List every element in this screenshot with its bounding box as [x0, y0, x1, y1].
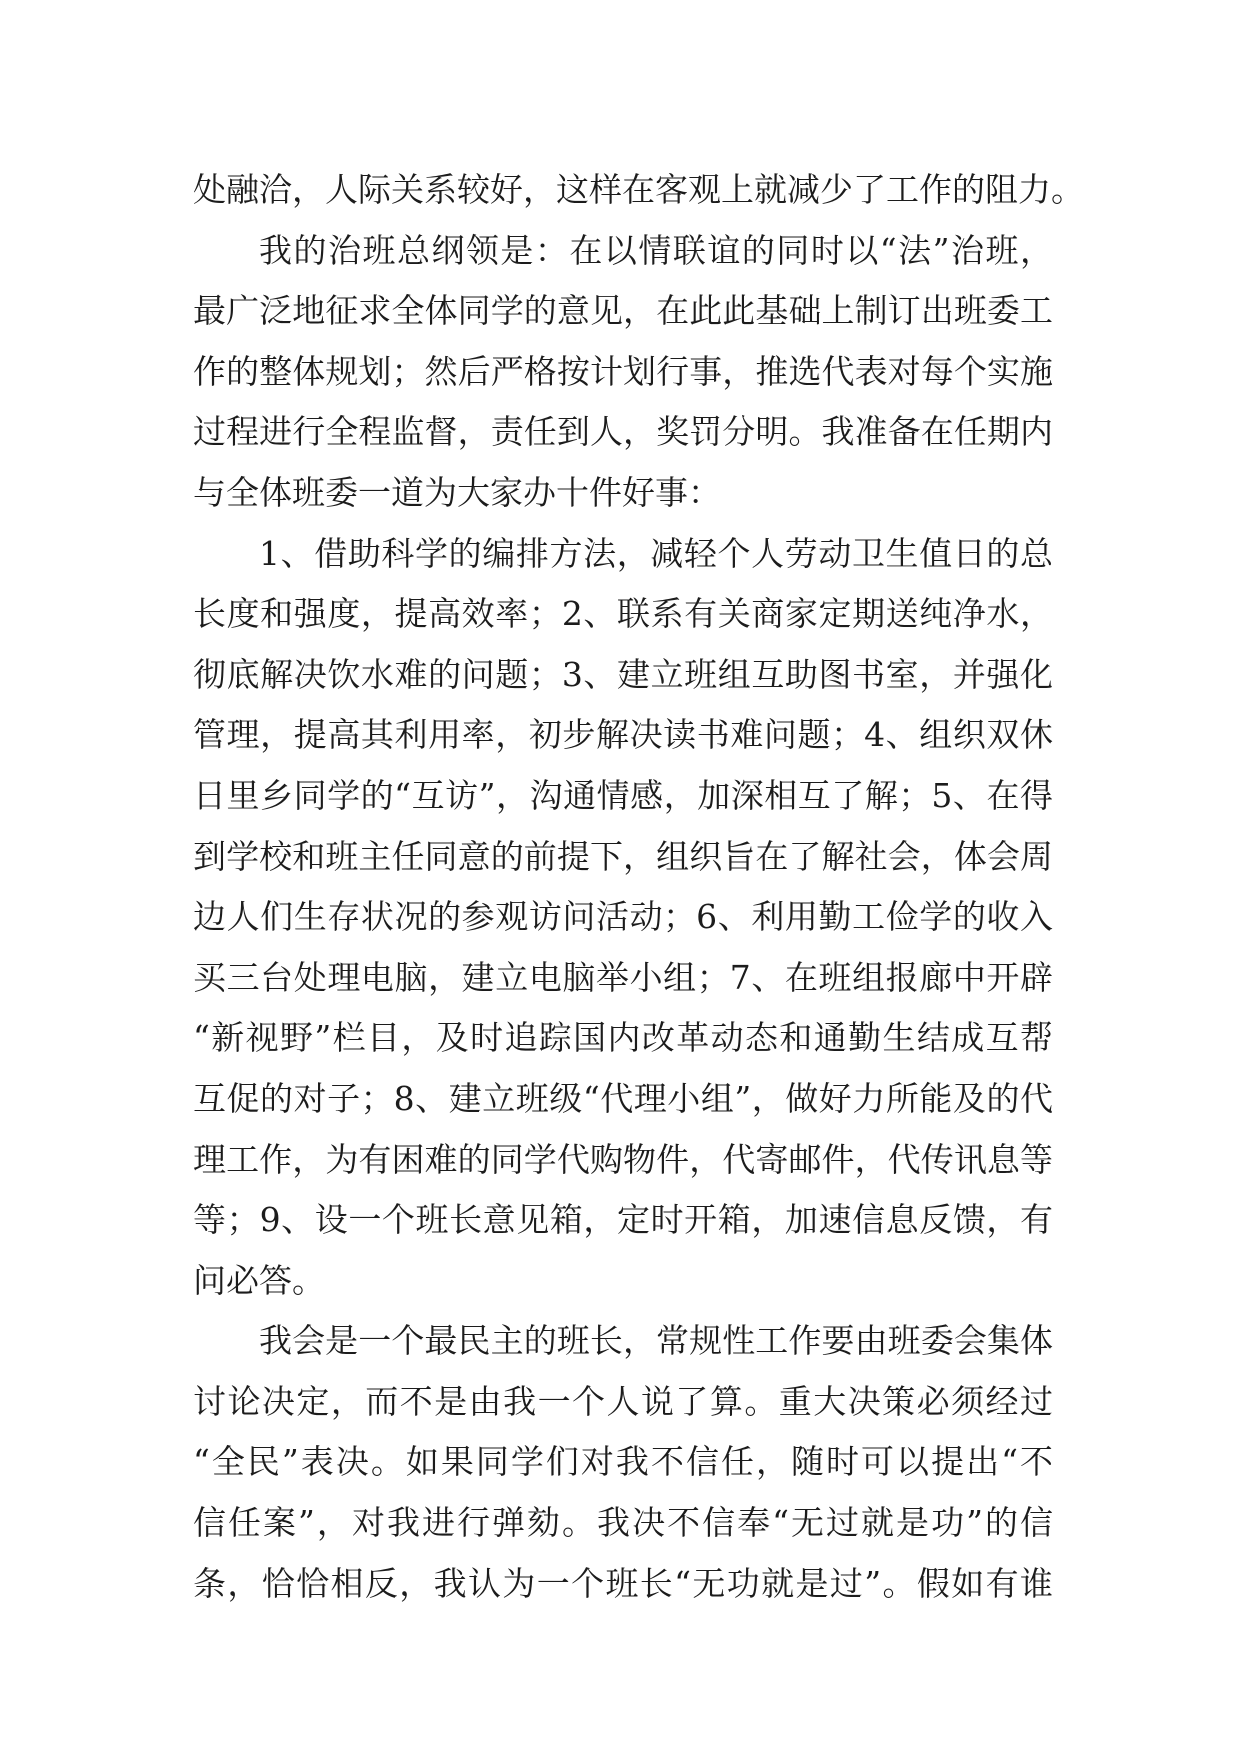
text-line: “全民”表决。如果同学们对我不信任，随时可以提出“不 — [193, 1442, 1053, 1482]
text-line: 买三台处理电脑，建立电脑举小组；7、在班组报廊中开辟 — [193, 957, 1053, 997]
text-line: 彻底解决饮水难的问题；3、建立班组互助图书室，并强化 — [193, 654, 1053, 694]
text-line: 最广泛地征求全体同学的意见，在此此基础上制订出班委工 — [193, 291, 1053, 331]
text-line: 我的治班总纲领是：在以情联谊的同时以“法”治班， — [259, 230, 1053, 270]
text-line: 理工作，为有困难的同学代购物件，代寄邮件，代传讯息等 — [193, 1139, 1053, 1179]
text-line: 长度和强度，提高效率；2、联系有关商家定期送纯净水， — [193, 594, 1053, 634]
text-line: 边人们生存状况的参观访问活动；6、利用勤工俭学的收入 — [193, 897, 1053, 937]
text-line: “新视野”栏目，及时追踪国内改革动态和通勤生结成互帮 — [193, 1018, 1053, 1058]
text-line: 条，恰恰相反，我认为一个班长“无功就是过”。假如有谁 — [193, 1563, 1053, 1603]
text-line: 处融洽，人际关系较好，这样在客观上就减少了工作的阻力。 — [193, 170, 1084, 209]
text-line: 1、借助科学的编排方法，减轻个人劳动卫生值日的总 — [259, 533, 1053, 573]
text-line: 等；9、设一个班长意见箱，定时开箱，加速信息反馈，有 — [193, 1200, 1053, 1240]
text-line: 与全体班委一道为大家办十件好事： — [193, 472, 721, 512]
text-line: 作的整体规划；然后严格按计划行事，推选代表对每个实施 — [193, 351, 1053, 391]
text-line: 日里乡同学的“互访”，沟通情感，加深相互了解；5、在得 — [193, 775, 1053, 815]
text-line: 信任案”，对我进行弹劾。我决不信奉“无过就是功”的信 — [193, 1503, 1053, 1543]
text-line: 讨论决定，而不是由我一个人说了算。重大决策必须经过 — [193, 1381, 1053, 1421]
text-line: 互促的对子；8、建立班级“代理小组”，做好力所能及的代 — [193, 1078, 1053, 1118]
text-line: 我会是一个最民主的班长，常规性工作要由班委会集体 — [259, 1321, 1053, 1361]
text-line: 到学校和班主任同意的前提下，组织旨在了解社会，体会周 — [193, 836, 1053, 876]
body-text — [193, 160, 1084, 1614]
text-line: 过程进行全程监督，责任到人，奖罚分明。我准备在任期内 — [193, 412, 1053, 452]
text-line: 管理，提高其利用率，初步解决读书难问题；4、组织双休 — [193, 715, 1053, 755]
text-line: 问必答。 — [193, 1260, 325, 1300]
